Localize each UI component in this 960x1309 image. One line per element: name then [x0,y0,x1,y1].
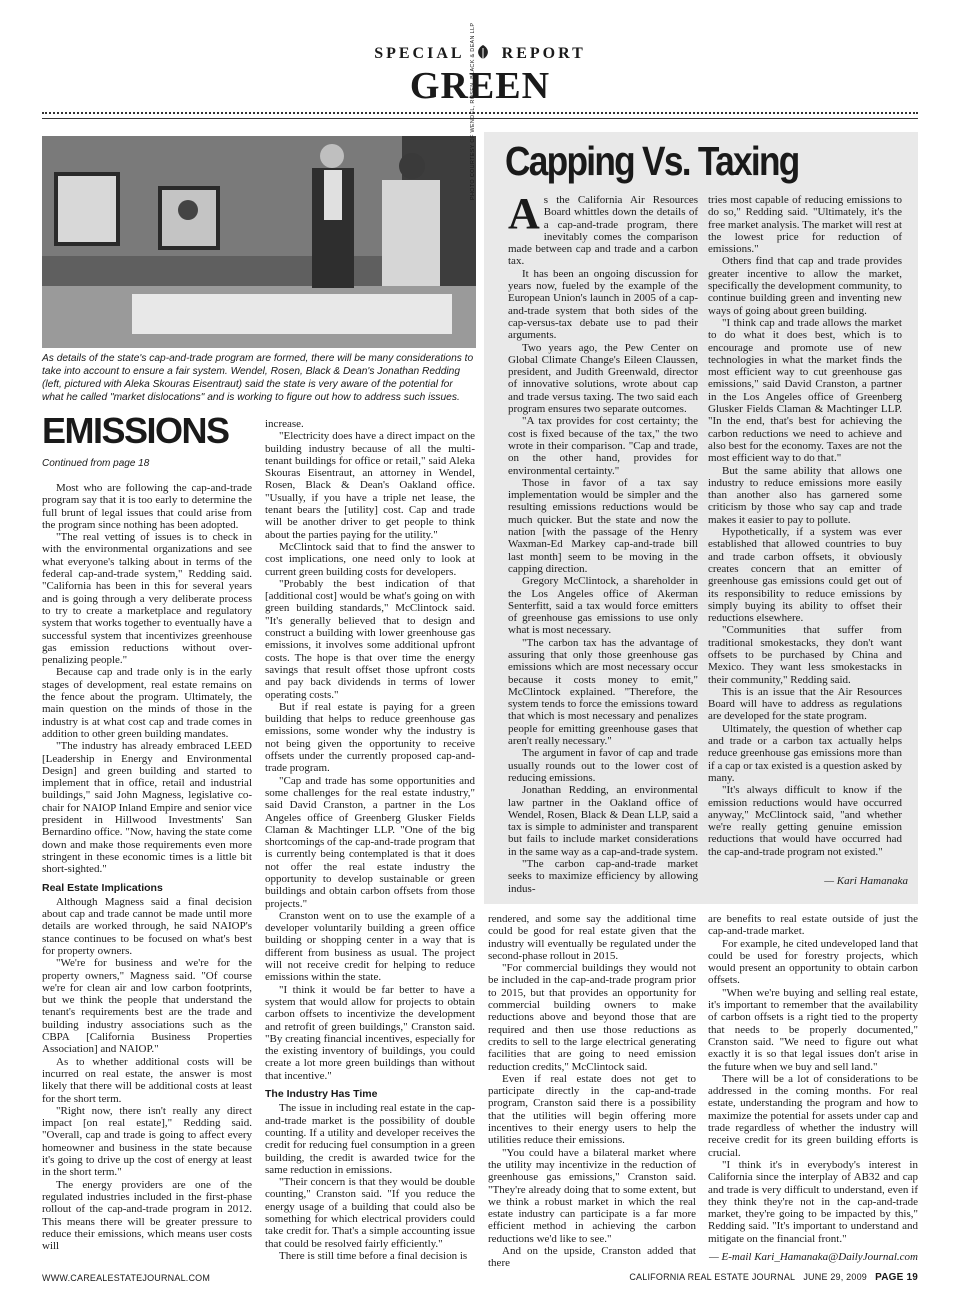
paragraph: Cranston went on to use the example of a developer voluntarily building a green office building or shopping center in a way that is different from business as usual. The project will not receive credit for helping to reduce emissions within the state. [265,909,475,984]
paragraph: "Cap and trade has some opportunities and some challenges for the real estate industry," said David Cranston, a partner in the Los Angeles office of Greenberg Glusker Fields Claman & Machtinger LLP. "One of the big shortcomings of the cap-and-trade program that is currently being contemplated is that it does not offer the real estate industry the opportunity to develop sustainable or green buildings and obtain carbon offsets from those projects." [265,774,475,910]
paragraph: The energy providers are one of the regulated industries included in the first-phase rollout of the cap-and-trade program in 2012. This means there will be greater pressure to reduce their emissions, which means user costs will [42,1178,252,1253]
photo-credit: PHOTO COURTESY OF WENDEL, ROSEN, BLACK & DEAN LLP [470,22,476,200]
paragraph: Even if real estate does not get to participate directly in the cap-and-trade program, Cranston said there is a possibility that the utilities will begin offering more incentives to their energy users to help the utilities reduce their emissions. [488,1072,696,1147]
email-signature: — E-mail Kari_Hamanaka@DailyJournal.com [708,1251,918,1264]
paragraph: "I think it's in everybody's interest in California since the interplay of AB32 and cap and trade is very difficult to understand, even if they think they're not in the cap-and-trade market, they're going to be impacted by this," Redding said. "It's important to understand and mitigate on the financial front." [708,1158,918,1245]
footer-page-number: PAGE 19 [875,1272,918,1283]
sidebar-lead [508,189,698,268]
paragraph: "You could have a bilateral market where the utility may incentivize in the reduction of greenhouse gas emissions," Cranston said. "They're already doing that to some extent, but we think a robust market in which the real estate industry can participate is a far more efficient method in achieving the carbon reductions we'd like to see." [488,1146,696,1245]
kicker-report: REPORT [501,45,586,62]
paragraph: "I think it would be far better to have a system that would allow for projects to obtain carbon offsets to incentivize the development and retrofit of green buildings," Cranston said. "By creating financial incentives, especially for the existing inventory of buildings, you could create a lot more green buildings than without that incentive." [265,983,475,1082]
paragraph: There is still time before a final decision is [279,1249,468,1262]
paragraph: The argument in favor of cap and trade usually rounds out to the lower cost of reducing emissions. [508,747,698,784]
sidebar-title: Capping Vs. Taxing [505,138,799,184]
paragraph: "Right now, there isn't really any direct impact [on real estate]," Redding said. "Overall, cap and trade is going to affect every homeowner and business in the state because it's going to drive up the cost of energy at least in the short term." [42,1104,252,1179]
paragraph: "Probably the best indication of that [additional cost] would be what's going on with green building standards," McClintock said. "It's generally believed that to design and construct a building with lower greenhouse gas emissions, it involves some additional upfront costs. The hope is that over time the energy savings that result offset those upfront costs and pay back dividends in terms of lower operating costs." [265,577,475,701]
article-column-2 [265,418,475,1262]
paragraph: "A tax provides for cost certainty; the cost is fixed because of the tax," the two wrote in their comparison. "Cap and trade, on the other hand, provides for environmental certainty." [508,415,698,477]
masthead-title: GREEN [409,65,551,107]
kicker-special: SPECIAL [374,45,464,62]
paragraph: tries most capable of reducing emissions to do so," Redding said. "Ultimately, it's the free market analysis. The market will rest at the lowest price for reduction of emissions." [708,194,902,256]
paragraph: Although Magness said a final decision about cap and trade cannot be made until more details are worked through, he said NAIOP's stance continues to be focused on what's best for property owners. [42,895,252,957]
lead-text: s the California Air Resources Board whittles down the details of a cap-and-trade program, there inevitably comes the comparison made between cap and trade and a carbon tax. [508,194,698,268]
paragraph: Ultimately, the question of whether cap and trade or a carbon tax actually helps reduce greenhouse gas emissions more than if a cap or tax existed is a question asked by many. [708,722,902,784]
article-column-1 [42,482,252,1252]
paragraph: But if real estate is paying for a green building that helps to reduce greenhouse gas emissions, some wonder why the industry is not being given the opportunity to receive offsets under the currently proposed cap-and-trade program. [265,700,475,775]
photo-caption: As details of the state's cap-and-trade program are formed, there will be many considerations to take into account to ensure a fair system. Wendel, Rosen, Black & Dean's Jonathan Redding (left, pictured with Aleka Skouras Eisentraut) said the state is very aware of the potential for what he called "market dislocations" and is working to figure out how to address such issues. [42,353,474,403]
article-title: EMISSIONS [42,410,229,451]
paragraph: Jonathan Redding, an environmental law partner in the Oakland office of Wendel, Rosen, Black & Dean LLP, said a tax is simple to administer and transparent but fails to include market considerations in the same way as a cap-and-trade system. [508,784,698,858]
paragraph: "When we're buying and selling real estate, it's important to remember that the availability of carbon offsets is a right tied to the property that needs to be properly documented," Cranston said. "We need to figure out what exactly it is so that legal issues don't arise in the future when we buy and sell land." [708,986,918,1073]
article-column-3 [488,913,696,1270]
paragraph: "For commercial buildings they would not be included in the cap-and-trade program prior to 2015, but that provides an opportunity for commercial building owners to make reductions above and beyond those that are required and then use those reductions as credits to sell to the large electrical generating facilities that are going to need emission reduction credits," McClintock said. [488,962,696,1073]
section-kicker [0,44,960,63]
paragraph: The issue in including real estate in the cap-and-trade market is the possibility of double counting. If a utility and developer receives the credit for reducing fuel consumption in a green building, the credit is awarded twice for the same reduction in emissions. [265,1102,475,1176]
footer-publication: CALIFORNIA REAL ESTATE JOURNAL [629,1272,796,1282]
paragraph: Gregory McClintock, a shareholder in the Los Angeles office of Akerman Senterfitt, said a tax would force emitters of greenhouse gas emissions to use only what is most necessary. [508,575,698,637]
paragraph: "The industry has already embraced LEED [Leadership in Energy and Environmental Design] and green building and started to implement that in office, retail and industrial buildings," said John Magness, legislative co-chair for NAIOP Inland Empire and senior vice president in Hillwood Investments' San Bernardino office. "Now, having the state come down and make those requirements even more stringent in these economic times is a little bit short-sighted." [42,740,252,876]
paragraph: "Their concern is that they would be double counting," Cranston said. "If you reduce the energy usage of a building that could also be something for which electrical providers could take credit for. That's a simple accounting issue that could be resolved fairly efficiently." [265,1176,475,1250]
paragraph: are benefits to real estate outside of just the cap-and-trade market. [708,913,918,938]
paragraph: "The carbon cap-and-trade market seeks to maximize efficiency by allowing indus- [508,858,698,895]
footer-date: JUNE 29, 2009 [803,1272,867,1282]
paragraph: Most who are following the cap-and-trade program say that it is too early to determine the full brunt of legal issues that could arise from the program since nothing has been adopted. [42,482,252,531]
paragraph: "Electricity does have a direct impact on the building industry because of all the multi-tenant buildings for office or retail," said Aleka Skouras Eisentraut, an attorney in Wendel, Rosen, Black & Dean's Oakland office. "Usually, if you have a triple net lease, the tenant bears the [utility] cost. Cap and trade will be another driver to get people to think about the parties paying for the utility." [265,430,475,541]
paragraph: "It's always difficult to know if the emission reductions would have occurred anyway," McClintock said, "and whether we're really getting genuine emission reductions that would have occurred had the cap-and-trade program not existed." [708,784,902,858]
footer-folio [560,1272,918,1283]
paragraph: "Communities that suffer from traditional smokestacks, they don't want offsets to be purchased by China and Mexico. They want less smokestacks in their community," Redding said. [708,624,902,686]
paragraph: "The real vetting of issues is to check in with the environmental organizations and see what everyone's talking about in terms of the federal cap-and-trade system," Redding said. "California has been in this for several years and is going through a very deliberate process to try to create a marketplace and regulatory system that works together to eventually have a successful system that incentivizes greenhouse gas emission reductions without over-penalizing people." [42,531,252,667]
paragraph: As to whether additional costs will be incurred on real estate, the answer is most likely that there will be additional costs at least for the short term. [42,1055,252,1105]
paragraph: This is an issue that the Air Resources Board will have to address as regulations are developed for the state program. [708,685,902,723]
paragraph: Two years ago, the Pew Center on Global Climate Change's Eileen Claussen, president, and Judith Greenwald, director of innovative solutions, wrote about cap and trade versus taxing. The two said each program ensures two separate outcomes. [508,341,698,416]
article-photo [42,136,476,348]
paragraph: "The carbon tax has the advantage of assuring that only those greenhouse gas emissions which are most necessary occur because it costs money to emit," McClintock explained. "Therefore, the system tends to force the emissions toward that which is most necessary and penalizes people for emitting greenhouse gases that aren't really necessary." [508,636,698,748]
sidebar-column-1 [508,189,698,895]
paragraph: It has been an ongoing discussion for years now, fueled by the example of the European Union's launch in 2005 of a cap-and-trade system that both sides of the cap-versus-tax debate use to pad their arguments. [508,267,698,342]
paragraph: There will be a lot of considerations to be addressed in the coming months. For real estate, understanding the program and how to maximize the potential for assets under cap and trade regardless of whether the industry will receive credit for its green building efforts is crucial. [708,1072,918,1159]
article-column-4 [708,913,918,1263]
paragraph: Those in favor of a tax say implementation would be simpler and the resulting emissions reductions would be much quicker. But the state and now the nation [with the passage of the Henry Waxman-Ed Markey cap-and-trade bill last month] seem to be moving in the capping direction. [508,476,698,575]
paragraph: Because cap and trade only is in the early stages of development, real estate remains on the fence about the program. Ultimately, the main question on the minds of those in the industry is at what cost cap and trade comes in addition to other green building mandates. [42,666,252,740]
footer-website[interactable]: WWW.CAREALESTATEJOURNAL.COM [42,1273,211,1283]
paragraph: And on the upside, Cranston added that there [488,1245,696,1270]
paragraph: "I think cap and trade allows the market to do what it does best, which is to encourage and promote use of new technologies in what the market finds the most efficient way to cut greenhouse gas emissions," said David Cranston, a partner in the Los Angeles office of Greenberg Glusker Fields Claman & Machtinger LLP. "In the end, that's best for achieving the carbon reductions we need to achieve and also best for the economy. Taxes are not the most efficient way to do that." [708,316,902,465]
sidebar-byline: — Kari Hamanaka [824,875,908,887]
header-divider [42,112,918,119]
paragraph: McClintock said that to find the answer to cost implications, one need only to look at current green building costs for developers. [265,540,475,578]
drop-cap: A [508,189,540,238]
paragraph: increase. [265,418,304,430]
subhead-real-estate-implications: Real Estate Implications [42,881,163,894]
paragraph: rendered, and some say the additional time could be good for real estate given that the industry will eventually be regulated under the second-phase rollout in 2015. [488,913,696,962]
continued-note: Continued from page 18 [42,458,150,469]
paragraph: But the same ability that allows one industry to reduce emissions more easily than another also has garnered some criticism by those who say cap and trade makes it easier to pay to pollute. [708,464,902,526]
paragraph: Others find that cap and trade provides greater incentive to allow the market, specifically the development community, to continue building green and inventing new ways of going about green building. [708,255,902,317]
paragraph: "We're for business and we're for the property owners," Magness said. "Of course we're for clean air and low carbon footprints, but we think the people that understand the tenant's requirements best are the trade and building industry associations such as the CBPA [California Business Properties Association] and NAIOP." [42,957,252,1056]
sidebar-column-2 [708,194,902,858]
paragraph: For example, he cited undeveloped land that could be used for forestry projects, which would present an opportunity to obtain carbon offsets. [708,937,918,987]
paragraph: Hypothetically, if a system was ever established that allowed countries to buy and trade carbon offsets, it obviously creates concern that an emitter of greenhouse gas emissions could get out of its responsibility to reduce emissions by simply buying its ability to offset their reductions elsewhere. [708,526,902,625]
subhead-industry-has-time: The Industry Has Time [265,1088,378,1101]
